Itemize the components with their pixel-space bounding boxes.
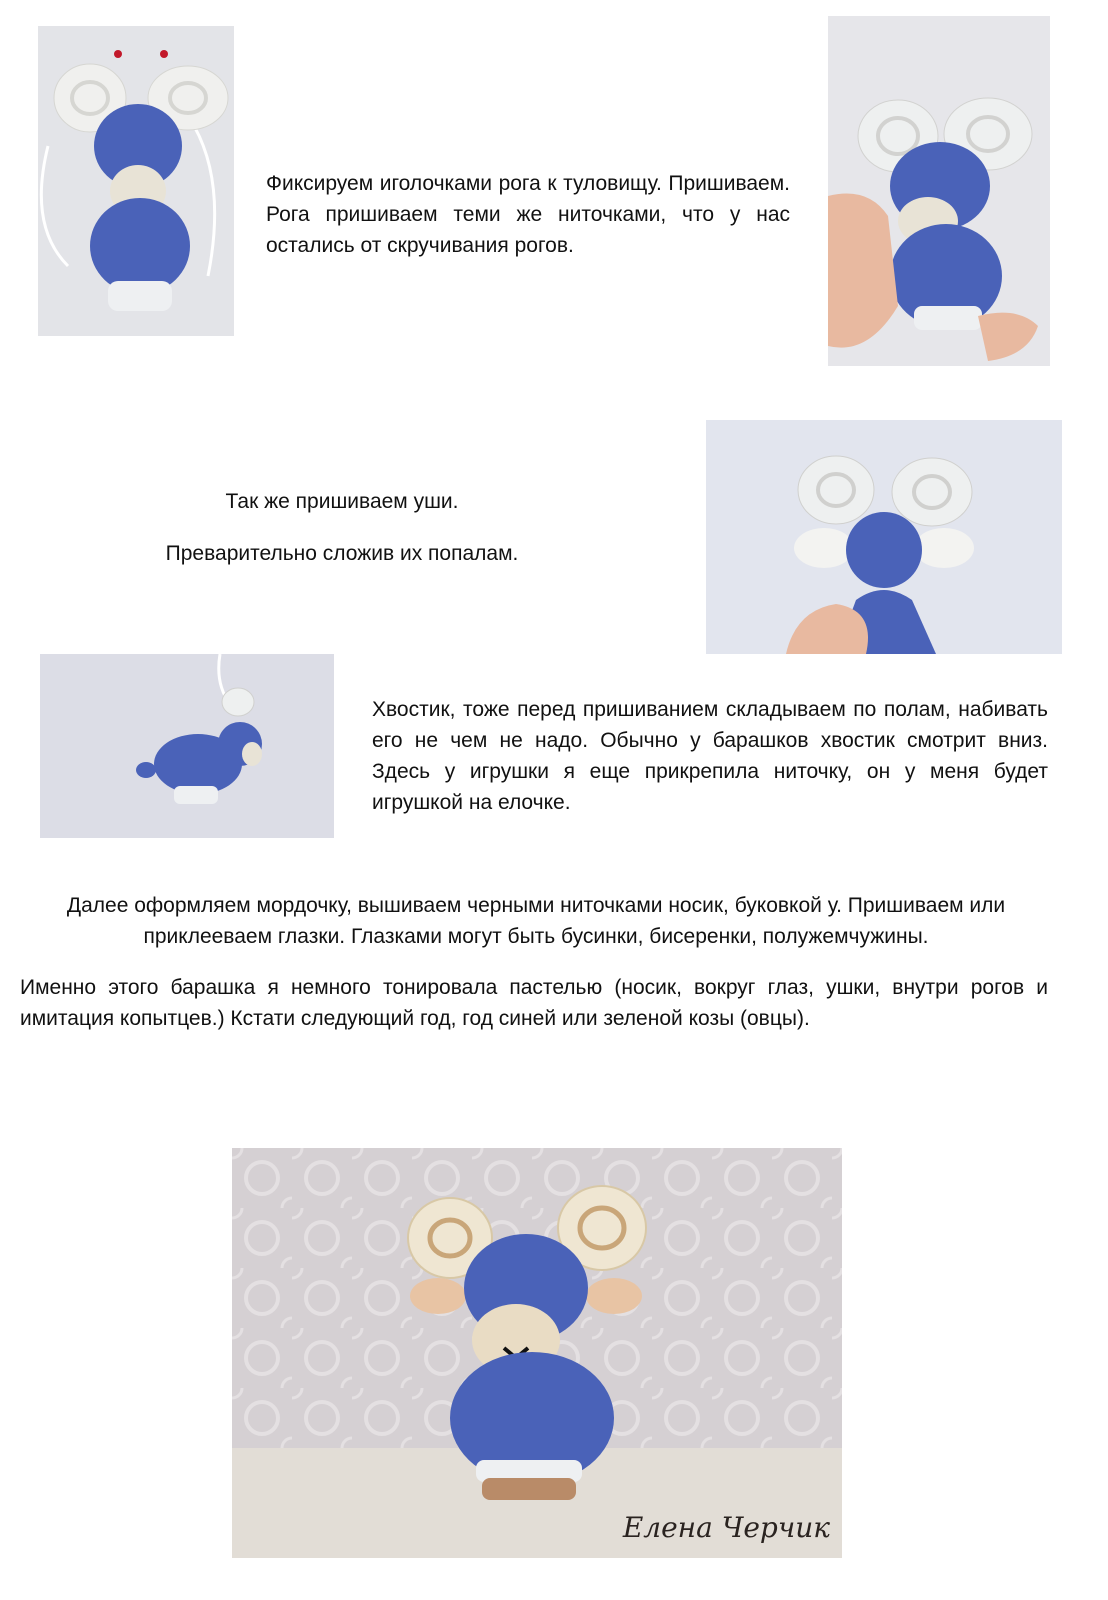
- step-ears-line2: Преварительно сложив их попалам.: [165, 542, 519, 565]
- toy-in-hand-illustration: [828, 16, 1050, 366]
- photo-final-toy: [232, 1148, 842, 1558]
- photo-horns-in-hand: [828, 16, 1050, 366]
- step-face-text: Далее оформляем мордочку, вышиваем черными ниточками носик, буковкой у. Пришиваем или приклееваем глазки. Глазками могут быть бусинки, бисеренки, полужемчужины.: [66, 894, 1006, 948]
- step-tail-text: Хвостик, тоже перед пришиванием складываем по полам, набивать его не чем не надо. Обычно у барашков хвостик смотрит вниз. Здесь у игрушки я еще прикрепила ниточку, он у меня будет игрушкой на елочке.: [372, 698, 1048, 814]
- step-horns-text: Фиксируем иголочками рога к туловищу. Пришиваем. Рога пришиваем теми же ниточками, что у нас остались от скручивания рогов.: [266, 172, 790, 257]
- photo-tail: [40, 654, 334, 838]
- author-signature: Елена Черчик: [622, 1511, 830, 1544]
- toy-tail-illustration: [40, 654, 334, 838]
- toy-ears-illustration: [706, 420, 1062, 654]
- toy-final-illustration: [232, 1148, 842, 1558]
- photo-ears: [706, 420, 1062, 654]
- toy-horns-pinned-illustration: [38, 26, 234, 336]
- photo-horns-pinned: [38, 26, 234, 336]
- step-ears-line1: Так же пришиваем уши.: [225, 490, 459, 513]
- step-toning-text: Именно этого барашка я немного тонировала пастелью (носик, вокруг глаз, ушки, внутри рогов и имитация копытцев.) Кстати следующий год, год синей или зеленой козы (овцы).: [20, 976, 1048, 1030]
